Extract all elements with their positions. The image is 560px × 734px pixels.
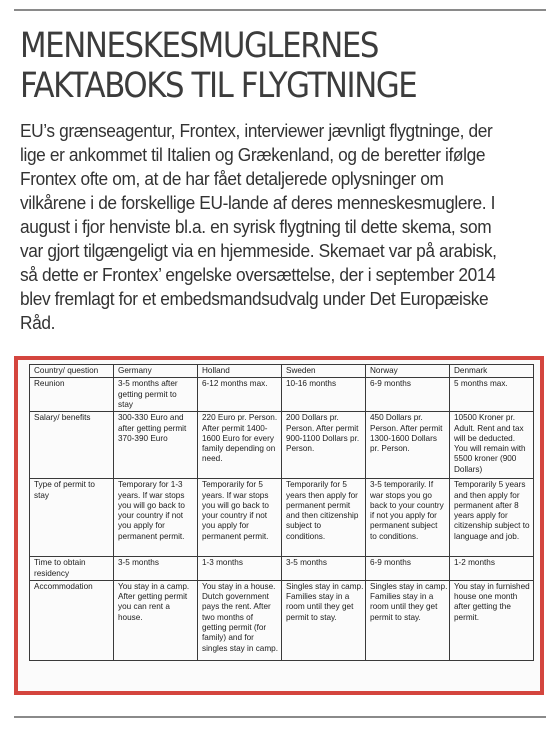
- header-cell: Holland: [198, 365, 282, 378]
- answer-cell: [114, 557, 198, 581]
- answer-line: 1300-1600 Dollars: [370, 433, 437, 443]
- answer-line: Person. After permit: [286, 423, 359, 433]
- answer-line: and then citizenship: [286, 511, 359, 521]
- answer-cell: [198, 557, 282, 581]
- answer-line: permit to stay.: [286, 612, 337, 622]
- answer-line: 6-9 months: [370, 558, 411, 568]
- answer-line: citizenship subject to: [454, 521, 530, 531]
- answer-line: 3-5 temporarily. If: [370, 480, 434, 490]
- answer-cell: [366, 557, 450, 581]
- answer-line: You will remain with: [454, 444, 526, 454]
- answer-line: after getting the: [454, 602, 511, 612]
- answer-line: 10-16 months: [286, 379, 337, 389]
- answer-line: 200 Dollars pr.: [286, 413, 339, 423]
- question-cell: [30, 580, 114, 660]
- question-line: stay: [34, 490, 50, 500]
- answer-cell: [450, 479, 534, 557]
- table-row: [30, 378, 534, 412]
- answer-line: years apply for: [454, 511, 508, 521]
- answer-cell: [282, 580, 366, 660]
- answer-cell: [198, 580, 282, 660]
- answer-line: You stay in a camp.: [118, 581, 190, 591]
- answer-line: Dutch government: [202, 592, 269, 602]
- answer-line: and then apply for: [454, 490, 520, 500]
- answer-cell: [450, 557, 534, 581]
- answer-line: permanent permit.: [118, 531, 185, 541]
- answer-line: room until they get: [286, 602, 354, 612]
- question-cell: [30, 479, 114, 557]
- answer-cell: [114, 378, 198, 412]
- answer-line: 5500 kroner (900: [454, 454, 517, 464]
- question-line: Time to obtain: [34, 558, 86, 568]
- answer-line: 3-5 months: [118, 558, 159, 568]
- header-cell: Sweden: [282, 365, 366, 378]
- lead-line: var gjort tilgængeligt via en hjemmeside. Skemaet var på arabisk,: [20, 240, 497, 261]
- answer-line: Temporarily for 5: [202, 480, 263, 490]
- answer-line: Person.: [286, 444, 315, 454]
- lead-line: EU’s grænseagentur, Frontex, interviewer jævnligt flygtninge, der: [20, 120, 493, 141]
- header-cell: Denmark: [450, 365, 534, 378]
- header-cell: Country/ question: [30, 365, 114, 378]
- question-cell: [30, 557, 114, 581]
- answer-line: 10500 Kroner pr.: [454, 413, 515, 423]
- answer-line: After getting permit: [118, 592, 188, 602]
- answer-line: house one month: [454, 592, 518, 602]
- answer-line: Temporary for 1-3: [118, 480, 183, 490]
- lead-paragraph: [20, 119, 522, 335]
- answer-line: your country if not: [202, 511, 268, 521]
- question-line: Accommodation: [34, 581, 93, 591]
- answer-cell: [282, 479, 366, 557]
- answer-line: 900-1100 Dollars pr.: [286, 433, 360, 443]
- answer-line: getting permit (for: [202, 623, 267, 633]
- answer-line: Dollars): [454, 464, 483, 474]
- answer-line: Families stay in a: [370, 592, 434, 602]
- answer-line: 220 Euro pr. Person.: [202, 413, 278, 423]
- answer-line: if not you apply for: [370, 511, 437, 521]
- answer-cell: [198, 412, 282, 479]
- answer-line: back to your country: [370, 500, 444, 510]
- answer-line: 5 months max.: [454, 379, 508, 389]
- table-row: [30, 557, 534, 581]
- answer-cell: [198, 479, 282, 557]
- answer-line: Singles stay in camp.: [286, 581, 364, 591]
- question-line: Reunion: [34, 379, 65, 389]
- answer-line: conditions.: [286, 531, 326, 541]
- answer-line: war stops you go: [370, 490, 432, 500]
- table-frame: [14, 356, 544, 695]
- smuggler-facts-table: [29, 364, 534, 661]
- question-cell: [30, 378, 114, 412]
- answer-line: 370-390 Euro: [118, 433, 168, 443]
- answer-line: 3-5 months after: [118, 379, 178, 389]
- answer-cell: [282, 378, 366, 412]
- answer-line: two months of: [202, 612, 253, 622]
- answer-cell: [282, 557, 366, 581]
- answer-line: family depending on: [202, 444, 276, 454]
- lead-line: lige er ankommet til Italien og Grækenland, og de beretter ifølge: [20, 144, 486, 165]
- answer-line: you apply for: [118, 521, 165, 531]
- answer-cell: [282, 412, 366, 479]
- answer-line: room until they get: [370, 602, 438, 612]
- answer-line: 450 Dollars pr.: [370, 413, 423, 423]
- top-rule: [14, 9, 546, 11]
- answer-line: house.: [118, 612, 143, 622]
- answer-line: 6-12 months max.: [202, 379, 268, 389]
- answer-cell: [450, 412, 534, 479]
- answer-line: 1600 Euro for every: [202, 433, 274, 443]
- lead-line: blev fremlagt for et embedsmandsudvalg under Det Europæiske: [20, 288, 489, 309]
- answer-line: 3-5 months: [286, 558, 327, 568]
- answer-line: getting permit to: [118, 389, 177, 399]
- lead-line: så dette er Frontex’ engelske oversættelse, der i september 2014: [20, 264, 496, 285]
- answer-line: you will go back to: [118, 500, 185, 510]
- table-row: [30, 580, 534, 660]
- answer-line: permit.: [454, 612, 480, 622]
- answer-line: subject to: [286, 521, 322, 531]
- answer-line: you apply for: [202, 521, 249, 531]
- answer-line: singles stay in camp.: [202, 643, 278, 653]
- answer-line: permit to stay.: [370, 612, 421, 622]
- answer-line: years. If war stops: [118, 490, 185, 500]
- bottom-rule: [14, 716, 546, 718]
- answer-line: permanent after 8: [454, 500, 519, 510]
- answer-line: after getting permit: [118, 423, 187, 433]
- answer-line: you will go back to: [202, 500, 269, 510]
- header-cell: Germany: [114, 365, 198, 378]
- headline-line: FAKTABOKS TIL FLYGTNINGE: [20, 66, 417, 106]
- lead-line: Råd.: [20, 312, 56, 333]
- answer-line: years. If war stops: [202, 490, 269, 500]
- lead-line: vilkårene i de forskellige EU-lande af deres menneskesmuglere. I: [20, 192, 496, 213]
- answer-line: permanent subject: [370, 521, 438, 531]
- answer-line: 1-2 months: [454, 558, 495, 568]
- answer-cell: [198, 378, 282, 412]
- answer-line: Adult. Rent and tax: [454, 423, 524, 433]
- table-row: [30, 412, 534, 479]
- answer-cell: [366, 479, 450, 557]
- answer-line: language and job.: [454, 531, 520, 541]
- answer-cell: [450, 580, 534, 660]
- headline: [20, 26, 486, 106]
- header-cell: Norway: [366, 365, 450, 378]
- answer-line: After permit 1400-: [202, 423, 268, 433]
- answer-line: need.: [202, 454, 223, 464]
- table-header-row: [30, 365, 534, 378]
- answer-cell: [366, 412, 450, 479]
- answer-line: 300-330 Euro and: [118, 413, 184, 423]
- answer-line: permanent permit: [286, 500, 351, 510]
- lead-line: Frontex ofte om, at de har fået detaljerede oplysninger om: [20, 168, 444, 189]
- answer-cell: [450, 378, 534, 412]
- answer-cell: [366, 580, 450, 660]
- answer-line: 6-9 months: [370, 379, 411, 389]
- answer-line: Families stay in a: [286, 592, 350, 602]
- table-row: [30, 479, 534, 557]
- table-body: [30, 378, 534, 661]
- answer-line: 1-3 months: [202, 558, 243, 568]
- question-line: Salary/ benefits: [34, 413, 91, 423]
- answer-cell: [366, 378, 450, 412]
- answer-line: pays the rent. After: [202, 602, 271, 612]
- answer-line: your country if not: [118, 511, 184, 521]
- answer-cell: [114, 412, 198, 479]
- answer-cell: [114, 479, 198, 557]
- answer-line: You stay in a house.: [202, 581, 276, 591]
- question-line: residency: [34, 568, 70, 578]
- answer-line: will be deducted.: [454, 433, 515, 443]
- answer-line: Temporarily for 5: [286, 480, 347, 490]
- answer-line: Temporarily 5 years: [454, 480, 526, 490]
- answer-line: pr. Person.: [370, 444, 410, 454]
- question-line: Type of permit to: [34, 480, 95, 490]
- answer-line: Singles stay in camp.: [370, 581, 448, 591]
- answer-cell: [114, 580, 198, 660]
- answer-line: years then apply for: [286, 490, 358, 500]
- answer-line: you can rent a: [118, 602, 170, 612]
- answer-line: to conditions.: [370, 531, 419, 541]
- answer-line: You stay in furnished: [454, 581, 530, 591]
- headline-line: MENNESKESMUGLERNES: [20, 26, 379, 66]
- lead-line: august i fjor henviste bl.a. en syrisk flygtning til dette skema, som: [20, 216, 492, 237]
- answer-line: family) and for: [202, 633, 254, 643]
- question-cell: [30, 412, 114, 479]
- answer-line: stay: [118, 399, 134, 409]
- answer-line: Person. After permit: [370, 423, 443, 433]
- answer-line: permanent permit.: [202, 531, 269, 541]
